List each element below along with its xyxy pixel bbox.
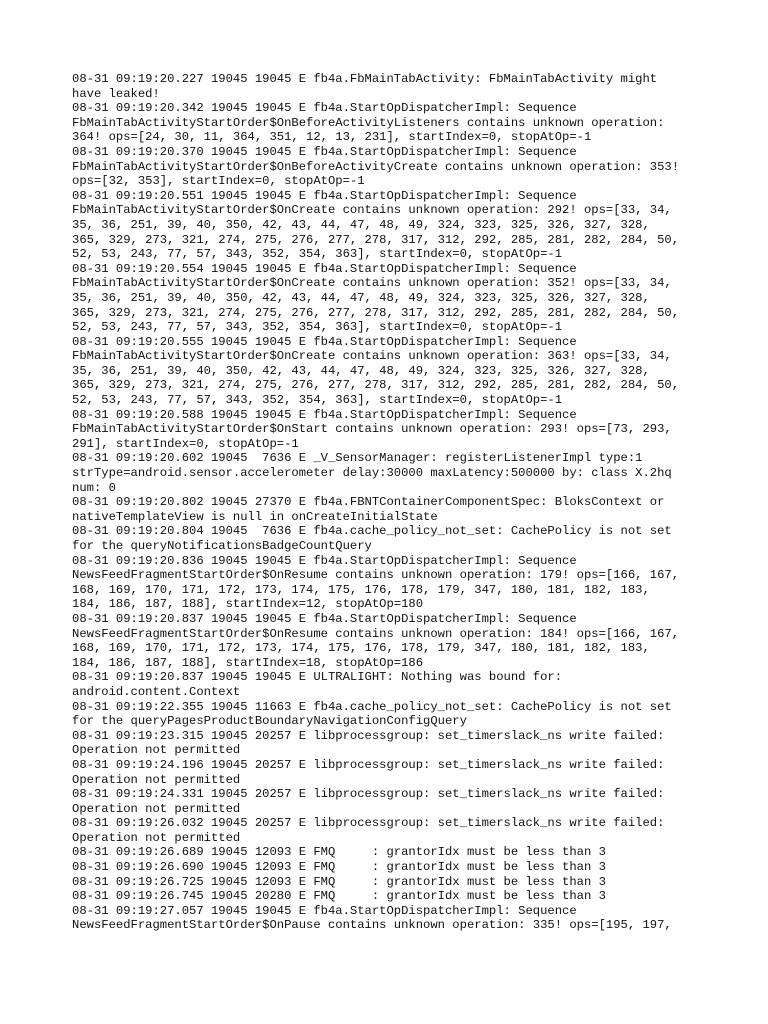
- log-line: 08-31 09:19:20.837 19045 19045 E ULTRALIGHT: Nothing was bound for:: [72, 670, 563, 685]
- log-line: 08-31 09:19:24.196 19045 20257 E libprocessgroup: set_timerslack_ns write failed:: [72, 757, 665, 772]
- log-line: NewsFeedFragmentStartOrder$OnResume contains unknown operation: 179! ops=[166, 167,: [72, 568, 680, 583]
- log-line: 365, 329, 273, 321, 274, 275, 276, 277, 278, 317, 312, 292, 285, 281, 282, 284, 50,: [72, 378, 680, 393]
- log-line: Operation not permitted: [72, 801, 241, 816]
- log-line: num: 0: [72, 480, 116, 495]
- log-line: FbMainTabActivityStartOrder$OnBeforeActivityCreate contains unknown operation: 353!: [72, 159, 680, 174]
- log-line: 08-31 09:19:24.331 19045 20257 E libprocessgroup: set_timerslack_ns write failed:: [72, 787, 665, 802]
- log-line: for the queryPagesProductBoundaryNavigationConfigQuery: [72, 714, 467, 729]
- log-line: FbMainTabActivityStartOrder$OnCreate contains unknown operation: 292! ops=[33, 34,: [72, 203, 672, 218]
- log-line: 08-31 09:19:26.689 19045 12093 E FMQ : grantorIdx must be less than 3: [72, 845, 606, 860]
- log-line: 35, 36, 251, 39, 40, 350, 42, 43, 44, 47, 48, 49, 324, 323, 325, 326, 327, 328,: [72, 290, 650, 305]
- log-line: 365, 329, 273, 321, 274, 275, 276, 277, 278, 317, 312, 292, 285, 281, 282, 284, 50,: [72, 305, 680, 320]
- log-line: ops=[32, 353], startIndex=0, stopAtOp=-1: [72, 174, 365, 189]
- log-line: 08-31 09:19:20.802 19045 27370 E fb4a.FBNTContainerComponentSpec: BloksContext or: [72, 495, 665, 510]
- log-line: FbMainTabActivityStartOrder$OnCreate contains unknown operation: 363! ops=[33, 34,: [72, 349, 672, 364]
- log-line: 08-31 09:19:20.804 19045 7636 E fb4a.cache_policy_not_set: CachePolicy is not set: [72, 524, 672, 539]
- log-line: NewsFeedFragmentStartOrder$OnResume contains unknown operation: 184! ops=[166, 167,: [72, 626, 680, 641]
- log-line: 35, 36, 251, 39, 40, 350, 42, 43, 44, 47, 48, 49, 324, 323, 325, 326, 327, 328,: [72, 363, 650, 378]
- log-line: 52, 53, 243, 77, 57, 343, 352, 354, 363], startIndex=0, stopAtOp=-1: [72, 247, 563, 262]
- log-document: [72, 72, 712, 933]
- log-line: 08-31 09:19:20.836 19045 19045 E fb4a.StartOpDispatcherImpl: Sequence: [72, 553, 577, 568]
- log-line: android.content.Context: [72, 684, 241, 699]
- log-line: 08-31 09:19:27.057 19045 19045 E fb4a.StartOpDispatcherImpl: Sequence: [72, 903, 577, 918]
- log-line: Operation not permitted: [72, 772, 241, 787]
- log-line: 184, 186, 187, 188], startIndex=12, stopAtOp=180: [72, 597, 424, 612]
- log-line: 365, 329, 273, 321, 274, 275, 276, 277, 278, 317, 312, 292, 285, 281, 282, 284, 50,: [72, 232, 680, 247]
- log-line: 168, 169, 170, 171, 172, 173, 174, 175, 176, 178, 179, 347, 180, 181, 182, 183,: [72, 582, 650, 597]
- log-line: 08-31 09:19:20.227 19045 19045 E fb4a.FbMainTabActivity: FbMainTabActivity might: [72, 72, 658, 86]
- log-line: have leaked!: [72, 86, 160, 101]
- log-line: NewsFeedFragmentStartOrder$OnPause contains unknown operation: 335! ops=[195, 197,: [72, 918, 672, 933]
- log-line: 08-31 09:19:20.588 19045 19045 E fb4a.StartOpDispatcherImpl: Sequence: [72, 407, 577, 422]
- log-line: 08-31 09:19:26.032 19045 20257 E libprocessgroup: set_timerslack_ns write failed:: [72, 816, 665, 831]
- log-line: 08-31 09:19:20.554 19045 19045 E fb4a.StartOpDispatcherImpl: Sequence: [72, 261, 577, 276]
- log-line: 08-31 09:19:20.370 19045 19045 E fb4a.StartOpDispatcherImpl: Sequence: [72, 144, 577, 159]
- log-line: 08-31 09:19:22.355 19045 11663 E fb4a.cache_policy_not_set: CachePolicy is not set: [72, 699, 672, 714]
- log-line: 168, 169, 170, 171, 172, 173, 174, 175, 176, 178, 179, 347, 180, 181, 182, 183,: [72, 641, 650, 656]
- log-line: 08-31 09:19:20.602 19045 7636 E _V_SensorManager: registerListenerImpl type:1: [72, 451, 643, 466]
- log-line: 08-31 09:19:20.555 19045 19045 E fb4a.StartOpDispatcherImpl: Sequence: [72, 334, 577, 349]
- log-line: strType=android.sensor.accelerometer delay:30000 maxLatency:500000 by: class X.2hq: [72, 466, 672, 481]
- log-line: FbMainTabActivityStartOrder$OnBeforeActivityListeners contains unknown operation:: [72, 115, 665, 130]
- log-line: 291], startIndex=0, stopAtOp=-1: [72, 436, 299, 451]
- log-line: FbMainTabActivityStartOrder$OnStart contains unknown operation: 293! ops=[73, 293,: [72, 422, 672, 437]
- log-line: 184, 186, 187, 188], startIndex=18, stopAtOp=186: [72, 655, 424, 670]
- log-line: 08-31 09:19:20.551 19045 19045 E fb4a.StartOpDispatcherImpl: Sequence: [72, 188, 577, 203]
- log-line: 08-31 09:19:26.745 19045 20280 E FMQ : grantorIdx must be less than 3: [72, 889, 606, 904]
- log-line: Operation not permitted: [72, 830, 241, 845]
- log-line: 35, 36, 251, 39, 40, 350, 42, 43, 44, 47, 48, 49, 324, 323, 325, 326, 327, 328,: [72, 217, 650, 232]
- log-line: 364! ops=[24, 30, 11, 364, 351, 12, 13, 231], startIndex=0, stopAtOp=-1: [72, 130, 592, 145]
- log-line: for the queryNotificationsBadgeCountQuery: [72, 539, 372, 553]
- log-line: 52, 53, 243, 77, 57, 343, 352, 354, 363], startIndex=0, stopAtOp=-1: [72, 320, 563, 335]
- log-line: 08-31 09:19:26.725 19045 12093 E FMQ : grantorIdx must be less than 3: [72, 874, 606, 889]
- log-line: 08-31 09:19:20.342 19045 19045 E fb4a.StartOpDispatcherImpl: Sequence: [72, 101, 577, 116]
- log-line: 08-31 09:19:20.837 19045 19045 E fb4a.StartOpDispatcherImpl: Sequence: [72, 611, 577, 626]
- log-line: FbMainTabActivityStartOrder$OnCreate contains unknown operation: 352! ops=[33, 34,: [72, 276, 672, 291]
- log-line: nativeTemplateView is null in onCreateInitialState: [72, 509, 438, 524]
- log-line: 08-31 09:19:26.690 19045 12093 E FMQ : grantorIdx must be less than 3: [72, 860, 606, 875]
- log-line: Operation not permitted: [72, 743, 241, 758]
- log-line: 08-31 09:19:23.315 19045 20257 E libprocessgroup: set_timerslack_ns write failed:: [72, 728, 665, 743]
- log-line: 52, 53, 243, 77, 57, 343, 352, 354, 363], startIndex=0, stopAtOp=-1: [72, 393, 563, 408]
